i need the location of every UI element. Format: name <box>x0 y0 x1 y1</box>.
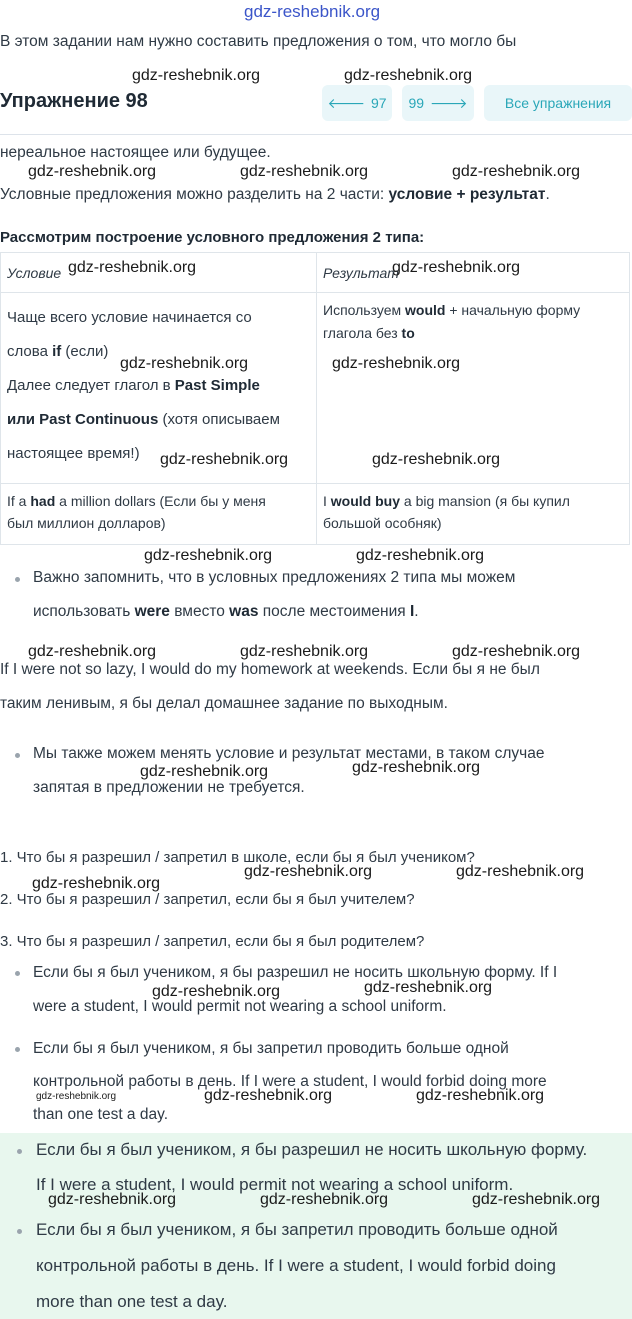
answer-2-line-2: контрольной работы в день. If I were a student, I would forbid doing more <box>33 1073 547 1090</box>
watermark: gdz-reshebnik.org <box>456 863 585 880</box>
bullet <box>15 753 20 758</box>
page-title: Упражнение 98 <box>0 90 148 112</box>
watermark: gdz-reshebnik.org <box>28 643 157 660</box>
answer-box-1-line-2: If I were a student, I would permit not wearing a school uniform. <box>36 1175 514 1194</box>
answer-2-line-3: than one test a day. <box>33 1106 169 1123</box>
table-header-result: Результат <box>317 253 630 293</box>
watermark: gdz-reshebnik.org <box>68 259 197 276</box>
answer-1-line-1: Если бы я был учеником, я бы разрешил не носить школьную форму. If I <box>33 964 558 981</box>
table-cell-result: Используем would + начальную форму глагола без to <box>317 293 630 484</box>
question-2: 2. Что бы я разрешил / запретил, если бы я был учителем? <box>0 891 415 908</box>
watermark: gdz-reshebnik.org <box>160 451 289 468</box>
watermark: gdz-reshebnik.org <box>452 163 581 180</box>
watermark: gdz-reshebnik.org <box>356 547 485 564</box>
watermark: gdz-reshebnik.org <box>240 163 369 180</box>
note-swap-line-2: запятая в предложении не требуется. <box>33 779 305 796</box>
watermark: gdz-reshebnik.org <box>48 1191 177 1208</box>
answer-box-2-line-2: контрольной работы в день. If I were a student, I would forbid doing <box>36 1256 556 1275</box>
table-heading: Рассмотрим построение условного предложения 2 типа: <box>0 229 425 246</box>
watermark: gdz-reshebnik.org <box>32 875 161 892</box>
bullet <box>15 971 20 976</box>
watermark: gdz-reshebnik.org <box>132 67 261 84</box>
watermark: gdz-reshebnik.org <box>344 67 473 84</box>
watermark: gdz-reshebnik.org <box>144 547 273 564</box>
all-exercises-button[interactable]: Все упражнения <box>484 85 632 121</box>
note-were-line-1: Важно запомнить, что в условных предложениях 2 типа мы можем <box>33 569 516 586</box>
header-divider <box>0 134 632 135</box>
example-line-2: таким ленивым, я бы делал домашнее задание по выходным. <box>0 695 448 712</box>
theory-line-2: Условные предложения можно разделить на 2 части: условие + результат. <box>0 186 550 203</box>
table-cell-example-result: I would buy a big mansion (я бы купил большой особняк) <box>317 484 630 545</box>
question-1: 1. Что бы я разрешил / запретил в школе, если бы я был учеником? <box>0 849 475 866</box>
watermark: gdz-reshebnik.org <box>28 163 157 180</box>
note-swap-line-1: Мы также можем менять условие и результат местами, в таком случае <box>33 745 545 762</box>
table-cell-condition: Чаще всего условие начинается со слова if (если) Далее следует глагол в Past Simple или Past Continuous (хотя описываем настоящее время!) <box>1 293 317 484</box>
conditional-table <box>0 252 630 545</box>
watermark: gdz-reshebnik.org <box>452 643 581 660</box>
watermark: gdz-reshebnik.org <box>240 643 369 660</box>
watermark: gdz-reshebnik.org <box>364 979 493 996</box>
theory-line-1: нереальное настоящее или будущее. <box>0 144 271 161</box>
next-exercise-label: 99 <box>408 95 425 111</box>
answer-box-2-line-3: more than one test a day. <box>36 1292 228 1311</box>
prev-exercise-label: 97 <box>370 95 387 111</box>
answer-1-line-2: were a student, I would permit not wearing a school uniform. <box>33 998 447 1015</box>
note-were-line-2: использовать were вместо was после местоимения I. <box>33 603 419 620</box>
arrow-right-icon: 🡒 <box>430 94 468 111</box>
bullet <box>17 1229 22 1234</box>
watermark: gdz-reshebnik.org <box>140 763 269 780</box>
answer-box-1-line-1: Если бы я был учеником, я бы разрешил не носить школьную форму. <box>36 1140 588 1159</box>
bullet <box>15 1047 20 1052</box>
watermark: gdz-reshebnik.org <box>152 983 281 1000</box>
watermark: gdz-reshebnik.org <box>472 1191 601 1208</box>
next-exercise-button[interactable] <box>402 85 474 121</box>
answer-box-2-line-1: Если бы я был учеником, я бы запретил проводить больше одной <box>36 1220 558 1239</box>
watermark: gdz-reshebnik.org <box>332 355 461 372</box>
watermark: gdz-reshebnik.org <box>204 1087 333 1104</box>
bullet <box>15 577 20 582</box>
watermark: gdz-reshebnik.org <box>244 863 373 880</box>
bullet <box>17 1149 22 1154</box>
question-3: 3. Что бы я разрешил / запретил, если бы я был родителем? <box>0 933 425 950</box>
watermark: gdz-reshebnik.org <box>416 1087 545 1104</box>
watermark: gdz-reshebnik.org <box>352 759 481 776</box>
example-line-1: If I were not so lazy, I would do my homework at weekends. Если бы я не был <box>0 661 540 678</box>
table-header-condition: Условие <box>1 253 317 293</box>
answer-2-line-1: Если бы я был учеником, я бы запретил проводить больше одной <box>33 1040 509 1057</box>
watermark: gdz-reshebnik.org <box>120 355 249 372</box>
intro-line: В этом задании нам нужно составить предложения о том, что могло бы <box>0 33 517 50</box>
watermark: gdz-reshebnik.org <box>260 1191 389 1208</box>
watermark: gdz-reshebnik.org <box>244 2 381 21</box>
watermark: gdz-reshebnik.org <box>372 451 501 468</box>
arrow-left-icon: 🡐 <box>327 94 365 111</box>
table-cell-example-condition: If a had a million dollars (Если бы у меня был миллион долларов) <box>1 484 317 545</box>
prev-exercise-button[interactable] <box>322 85 392 121</box>
watermark: gdz-reshebnik.org <box>392 259 521 276</box>
watermark: gdz-reshebnik.org <box>36 1091 117 1102</box>
